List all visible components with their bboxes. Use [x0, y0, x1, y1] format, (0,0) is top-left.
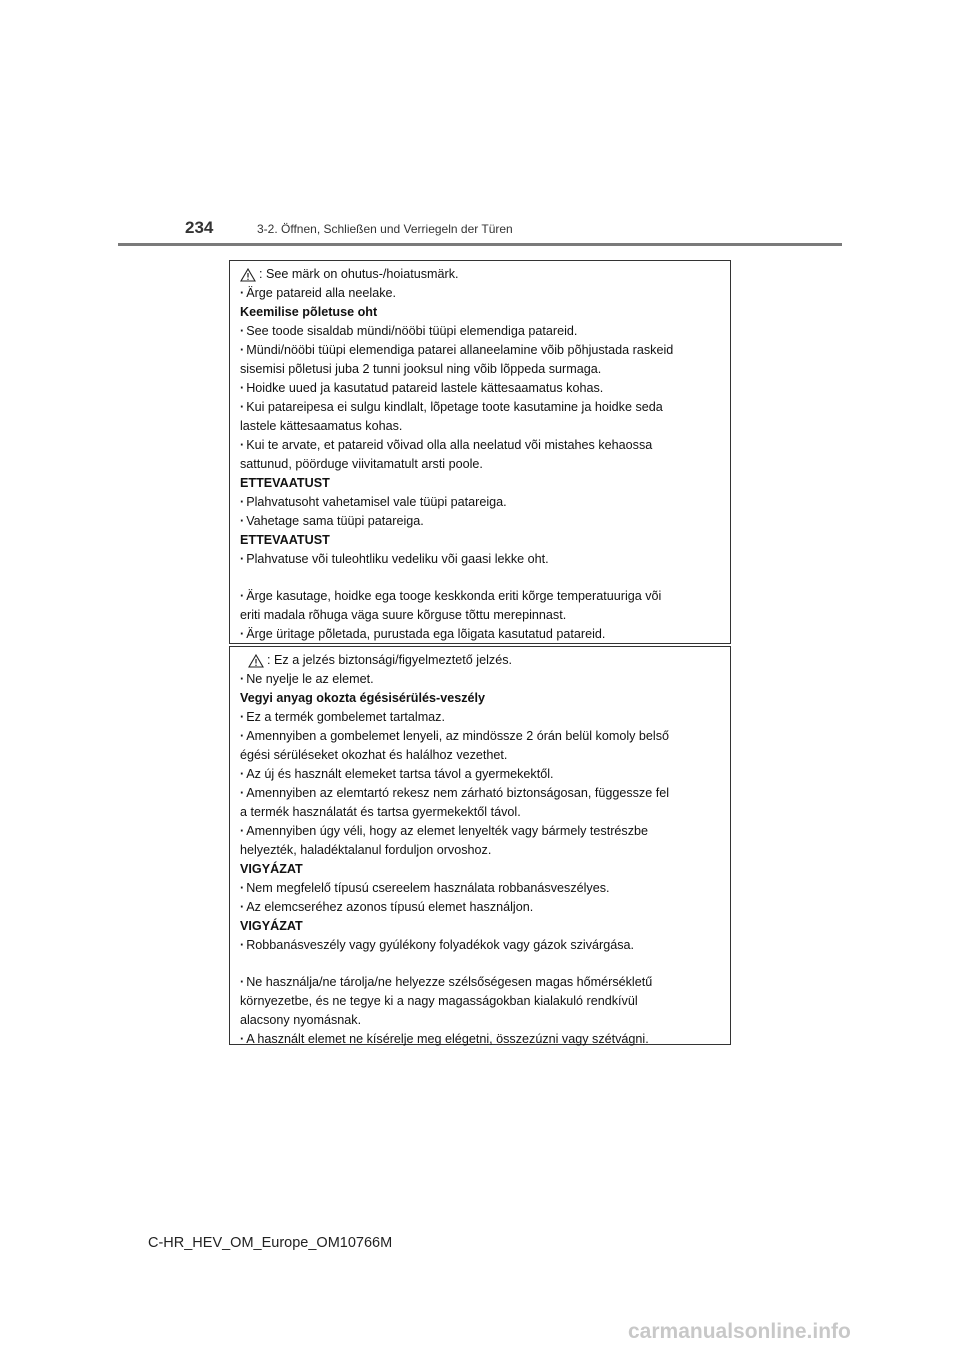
- watermark: carmanualsonline.info: [628, 1320, 851, 1343]
- blank-line: [240, 569, 722, 587]
- bullet-item: · Kui te arvate, et patareid võivad olla alla neelatud või mistahes kehaossa: [240, 436, 722, 455]
- bullet-item: · Amennyiben a gombelemet lenyeli, az mindössze 2 órán belül komoly belső: [240, 727, 722, 746]
- estonian-warning-symbol-text: : See märk on ohutus-/hoiatusmärk.: [259, 267, 459, 281]
- hungarian-warning-box: [229, 646, 731, 1045]
- text-line: eriti madala rõhuga väga suure kõrguse tõttu merepinnast.: [240, 608, 567, 622]
- bullet-item: · Nem megfelelő típusú csereelem használata robbanásveszélyes.: [240, 879, 722, 898]
- bullet-item: · Ärge üritage põletada, purustada ega lõigata kasutatud patareid.: [240, 625, 722, 644]
- text-line: sattunud, pöörduge viivitamatult arsti poole.: [240, 457, 483, 471]
- hungarian-warning-symbol-text: : Ez a jelzés biztonsági/figyelmeztető jelzés.: [267, 653, 512, 667]
- bullet-item: · Plahvatusoht vahetamisel vale tüüpi patareiga.: [240, 493, 722, 512]
- header-divider: [118, 243, 842, 246]
- bullet-item: · Amennyiben úgy véli, hogy az elemet lenyelték vagy bármely testrészbe: [240, 822, 722, 841]
- text-line: környezetbe, és ne tegye ki a nagy magasságokban kialakuló rendkívül: [240, 994, 638, 1008]
- text-line: égési sérüléseket okozhat és halálhoz vezethet.: [240, 748, 508, 762]
- document-code: C-HR_HEV_OM_Europe_OM10766M: [148, 1235, 393, 1251]
- estonian-text-lines: [240, 284, 722, 644]
- bullet-item: · A használt elemet ne kísérelje meg elégetni, összezúzni vagy szétvágni.: [240, 1030, 722, 1049]
- bullet-item: · Ne használja/ne tárolja/ne helyezze szélsőségesen magas hőmérsékletű: [240, 973, 722, 992]
- bullet-item: · Plahvatuse või tuleohtliku vedeliku või gaasi lekke oht.: [240, 550, 722, 569]
- text-line: a termék használatát és tartsa gyermekektől távol.: [240, 805, 521, 819]
- estonian-warning-line: [240, 265, 722, 284]
- section-heading: ETTEVAATUST: [240, 533, 330, 547]
- section-title: 3-2. Öffnen, Schließen und Verriegeln der Türen: [257, 222, 513, 236]
- text-line: lastele kättesaamatus kohas.: [240, 419, 403, 433]
- text-line: sisemisi põletusi juba 2 tunni jooksul ning võib lõppeda surmaga.: [240, 362, 602, 376]
- bullet-item: · Az új és használt elemeket tartsa távol a gyermekektől.: [240, 765, 722, 784]
- bullet-item: · Hoidke uued ja kasutatud patareid lastele kättesaamatus kohas.: [240, 379, 722, 398]
- section-heading: ETTEVAATUST: [240, 476, 330, 490]
- section-heading: Keemilise põletuse oht: [240, 305, 378, 319]
- bullet-item: · Mündi/nööbi tüüpi elemendiga patarei allaneelamine võib põhjustada raskeid: [240, 341, 722, 360]
- bullet-item: · Vahetage sama tüüpi patareiga.: [240, 512, 722, 531]
- bullet-item: · Kui patareipesa ei sulgu kindlalt, lõpetage toote kasutamine ja hoidke seda: [240, 398, 722, 417]
- text-line: helyezték, haladéktalanul forduljon orvoshoz.: [240, 843, 492, 857]
- bullet-item: · Amennyiben az elemtartó rekesz nem zárható biztonságosan, függessze fel: [240, 784, 722, 803]
- bullet-item: · See toode sisaldab mündi/nööbi tüüpi elemendiga patareid.: [240, 322, 722, 341]
- hungarian-warning-line: [240, 651, 722, 670]
- section-heading: VIGYÁZAT: [240, 862, 303, 876]
- bullet-item: · Robbanásveszély vagy gyúlékony folyadékok vagy gázok szivárgása.: [240, 936, 722, 955]
- page-number: 234: [185, 218, 214, 237]
- warning-triangle-icon: [248, 654, 264, 668]
- estonian-warning-box: [229, 260, 731, 644]
- bullet-item: · Az elemcseréhez azonos típusú elemet használjon.: [240, 898, 722, 917]
- text-line: alacsony nyomásnak.: [240, 1013, 362, 1027]
- section-heading: VIGYÁZAT: [240, 919, 303, 933]
- bullet-item: · Ez a termék gombelemet tartalmaz.: [240, 708, 722, 727]
- bullet-item: · Ärge patareid alla neelake.: [240, 284, 722, 303]
- hungarian-text-lines: [240, 670, 722, 1049]
- warning-triangle-icon: [240, 268, 256, 282]
- bullet-item: · Ärge kasutage, hoidke ega tooge keskkonda eriti kõrge temperatuuriga või: [240, 587, 722, 606]
- blank-line: [240, 955, 722, 973]
- section-heading: Vegyi anyag okozta égésisérülés-veszély: [240, 691, 486, 705]
- bullet-item: · Ne nyelje le az elemet.: [240, 670, 722, 689]
